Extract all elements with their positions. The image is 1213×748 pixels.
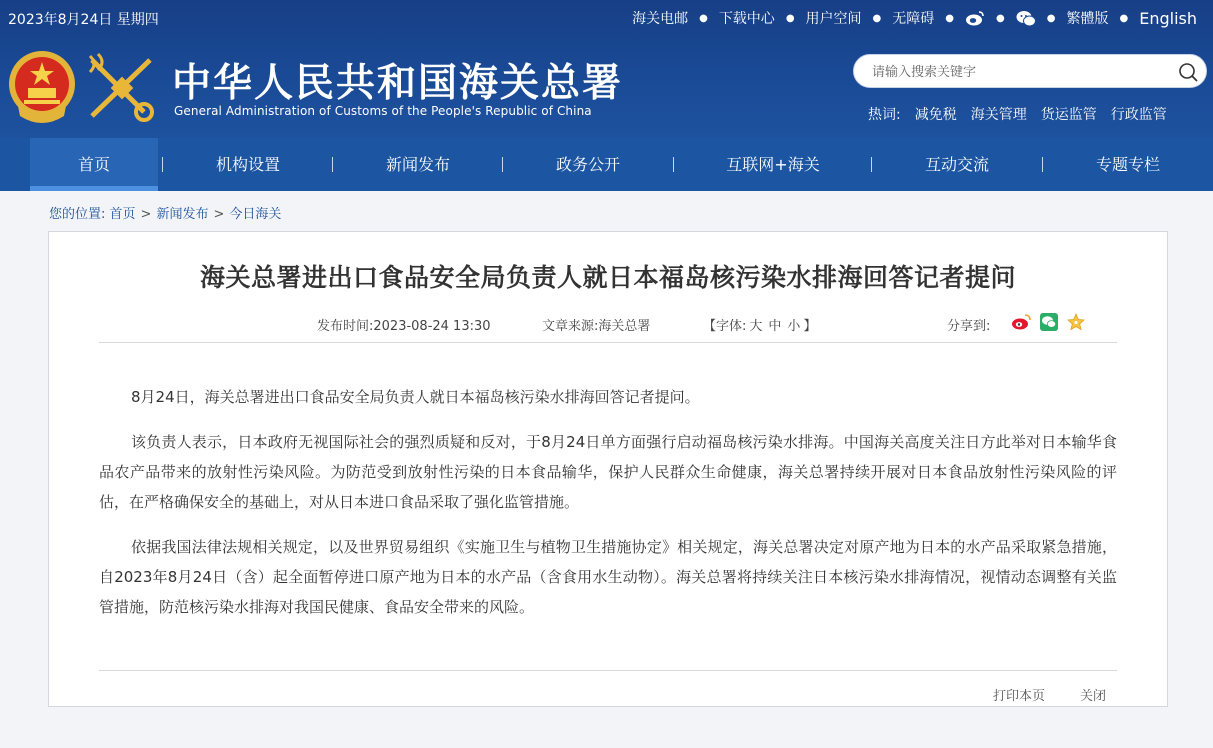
nav-active-underline bbox=[30, 186, 158, 191]
breadcrumb-separator: > bbox=[213, 207, 225, 222]
article-paragraph: 该负责人表示，日本政府无视国际社会的强烈质疑和反对，于8月24日单方面强行启动福岛核污染水排海。中国海关高度关注日方此举对日本输华食品农产品带来的放射性污染风险。为防范受到放射性污染的日本食品输华，保护人民群众生命健康，海关总署持续开展对日本食品放射性污染风险的评估，在严格确保安全的基础上，对从日本进口食品采取了强化监管措施。 bbox=[99, 433, 1117, 511]
breadcrumb-prefix: 您的位置: bbox=[49, 207, 106, 222]
separator-dot: ● bbox=[945, 12, 955, 24]
site-header bbox=[0, 0, 1213, 138]
hot-word-customs-management[interactable]: 海关管理 bbox=[970, 107, 1027, 123]
breadcrumb-separator: > bbox=[140, 207, 152, 222]
breadcrumb bbox=[49, 203, 281, 222]
link-user-space[interactable]: 用户空间 bbox=[805, 11, 862, 27]
article-meta bbox=[49, 315, 1167, 335]
article-paragraph: 依据我国法律法规相关规定，以及世界贸易组织《实施卫生与植物卫生措施协定》相关规定，海关总署决定对原产地为日本的水产品采取紧急措施，自2023年8月24日（含）起全面暂停进口原产地为日本的水产品（含食用水生动物）。海关总署将持续关注日本核污染水排海情况，视情动态调整有关监管措施，防范核污染水排海对我国民健康、食品安全带来的风险。 bbox=[99, 538, 1117, 616]
nav-separator bbox=[332, 157, 333, 172]
font-size-medium[interactable]: 中 bbox=[768, 319, 782, 334]
nav-item-internet-customs[interactable]: 互联网+海关 bbox=[726, 155, 820, 174]
separator-dot: ● bbox=[1046, 12, 1056, 24]
close-link[interactable]: 关闭 bbox=[1080, 689, 1107, 704]
link-accessibility[interactable]: 无障碍 bbox=[892, 11, 935, 27]
font-size-small[interactable]: 小 bbox=[787, 319, 801, 334]
separator-dot: ● bbox=[1119, 12, 1129, 24]
link-customs-email[interactable]: 海关电邮 bbox=[632, 11, 689, 27]
separator-dot: ● bbox=[996, 12, 1005, 24]
publish-time: 发布时间:2023-08-24 13:30 bbox=[317, 319, 491, 334]
nav-item-home[interactable]: 首页 bbox=[77, 155, 110, 174]
search-icon[interactable] bbox=[1178, 62, 1198, 82]
nav-item-organization[interactable]: 机构设置 bbox=[215, 155, 280, 174]
nav-separator bbox=[502, 157, 503, 172]
separator-dot: ● bbox=[785, 12, 795, 24]
customs-logo-icon bbox=[84, 52, 160, 124]
font-size-control bbox=[703, 315, 816, 334]
hot-word-administrative-supervision[interactable]: 行政监管 bbox=[1110, 107, 1167, 123]
nav-separator bbox=[1042, 157, 1043, 172]
nav-separator bbox=[673, 157, 674, 172]
nav-item-interaction[interactable]: 互动交流 bbox=[924, 155, 989, 174]
weibo-icon[interactable] bbox=[965, 10, 985, 26]
article-divider bbox=[99, 670, 1117, 671]
wechat-icon[interactable] bbox=[1016, 10, 1036, 27]
share-wechat-icon[interactable] bbox=[1039, 312, 1059, 332]
share-label: 分享到: bbox=[947, 319, 991, 334]
font-size-large[interactable]: 大 bbox=[749, 319, 763, 334]
site-subtitle: General Administration of Customs of the People's Republic of China bbox=[174, 104, 592, 118]
breadcrumb-home[interactable]: 首页 bbox=[109, 207, 136, 222]
site-title: 中华人民共和国海关总署 bbox=[172, 60, 624, 106]
article-body bbox=[99, 382, 1117, 637]
article-panel bbox=[48, 231, 1168, 707]
separator-dot: ● bbox=[699, 12, 708, 24]
share-favorite-icon[interactable] bbox=[1066, 312, 1086, 332]
breadcrumb-news[interactable]: 新闻发布 bbox=[156, 207, 209, 222]
share-weibo-icon[interactable] bbox=[1011, 312, 1031, 332]
search-box bbox=[853, 54, 1207, 88]
hot-word-freight-supervision[interactable]: 货运监管 bbox=[1040, 107, 1097, 123]
link-download-center[interactable]: 下载中心 bbox=[718, 11, 775, 27]
article-divider bbox=[99, 342, 1117, 343]
article-paragraph: 8月24日，海关总署进出口食品安全局负责人就日本福岛核污染水排海回答记者提问。 bbox=[131, 388, 700, 406]
breadcrumb-today-customs[interactable]: 今日海关 bbox=[229, 207, 282, 222]
link-english[interactable]: English bbox=[1139, 8, 1197, 28]
nav-separator bbox=[871, 157, 872, 172]
nav-separator bbox=[162, 157, 163, 172]
hot-words bbox=[868, 104, 1181, 124]
separator-dot: ● bbox=[872, 12, 882, 24]
font-size-end: 】 bbox=[803, 319, 817, 334]
hot-word-tax-relief[interactable]: 减免税 bbox=[914, 107, 957, 123]
article-source: 文章来源:海关总署 bbox=[542, 319, 651, 334]
national-emblem-icon bbox=[8, 50, 76, 124]
nav-item-government-affairs[interactable]: 政务公开 bbox=[555, 155, 620, 174]
nav-item-special-topics[interactable]: 专题专栏 bbox=[1095, 155, 1160, 174]
font-size-label: 【字体: bbox=[703, 319, 747, 334]
nav-item-news[interactable]: 新闻发布 bbox=[385, 155, 450, 174]
print-page-link[interactable]: 打印本页 bbox=[993, 689, 1046, 704]
main-nav bbox=[0, 138, 1213, 191]
hot-words-label: 热词: bbox=[868, 107, 901, 123]
article-title: 海关总署进出口食品安全局负责人就日本福岛核污染水排海回答记者提问 bbox=[199, 263, 1016, 292]
link-traditional-chinese[interactable]: 繁體版 bbox=[1066, 11, 1109, 27]
current-date: 2023年8月24日 星期四 bbox=[8, 12, 159, 28]
top-bar bbox=[0, 0, 1213, 36]
search-input[interactable] bbox=[872, 61, 1162, 83]
top-links bbox=[632, 8, 1197, 28]
